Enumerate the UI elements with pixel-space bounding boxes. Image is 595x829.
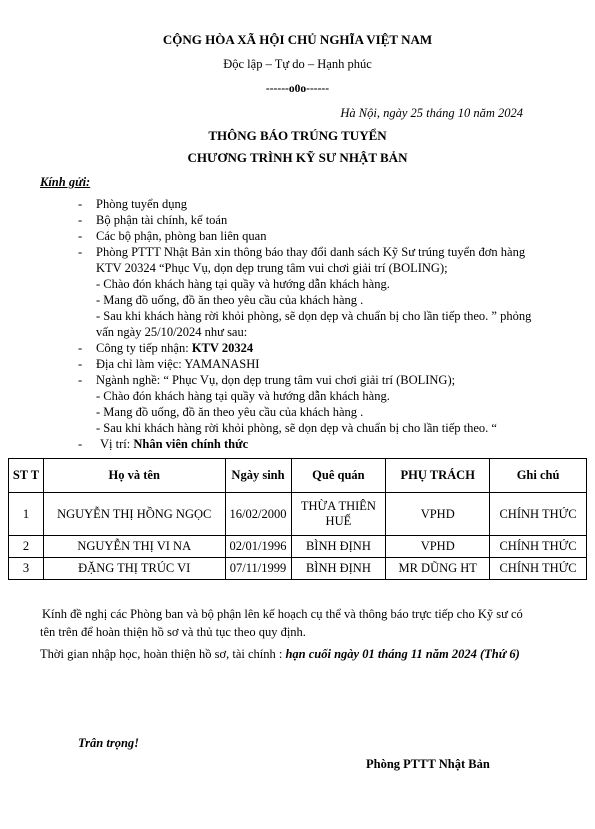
separator: ------o0o------ — [265, 83, 330, 95]
industry-duty-3: - Sau khi khách hàng rời khỏi phòng, sẽ dọn dẹp và chuẩn bị cho lần tiếp theo. “ — [96, 421, 497, 435]
motto: Độc lập – Tự do – Hạnh phúc — [223, 57, 372, 71]
bullet-dash: - — [78, 197, 83, 211]
cell-note: CHÍNH THỨC — [490, 536, 587, 558]
cell-stt: 1 — [9, 493, 44, 536]
cell-note: CHÍNH THỨC — [490, 493, 587, 536]
position-line — [100, 437, 248, 452]
title-line-2: CHƯƠNG TRÌNH KỸ SƯ NHẬT BẢN — [187, 150, 408, 165]
header-in-charge: PHỤ TRÁCH — [386, 459, 490, 493]
bullet-dash: - — [78, 357, 83, 371]
notice-duty-1: - Chào đón khách hàng tại quầy và hướng dẫn khách hàng. — [96, 277, 390, 291]
cell-note: CHÍNH THỨC — [490, 558, 587, 580]
bullet-dash: - — [78, 213, 83, 227]
header-name: Họ và tên — [43, 459, 225, 493]
country-heading: CỘNG HÒA XÃ HỘI CHỦ NGHĨA VIỆT NAM — [162, 32, 433, 47]
notice-line-1: Phòng PTTT Nhật Bản xin thông báo thay đổi danh sách Kỹ Sư trúng tuyển đơn hàng — [96, 245, 526, 259]
cell-dob: 07/11/1999 — [225, 558, 291, 580]
recipient-item: Bộ phận tài chính, kế toán — [96, 213, 228, 227]
notice-line-2: KTV 20324 “Phục Vụ, dọn dẹp trung tâm vui chơi giải trí (BOLING); — [96, 261, 448, 275]
cell-in-charge: MR DŨNG HT — [386, 558, 490, 580]
company-label: Công ty tiếp nhận: — [96, 341, 192, 355]
cell-name: NGUYỄN THỊ VI NA — [43, 536, 225, 558]
table-row — [9, 493, 587, 536]
bullet-dash: - — [78, 437, 83, 451]
cell-stt: 3 — [9, 558, 44, 580]
header-note: Ghi chú — [490, 459, 587, 493]
position-value: Nhân viên chính thức — [133, 437, 249, 451]
cell-hometown: BÌNH ĐỊNH — [291, 536, 386, 558]
request-line-1: Kính đề nghị các Phòng ban và bộ phận lên kế hoạch cụ thể và thông báo trực tiếp cho Kỹ sư có — [42, 607, 523, 621]
table-row — [9, 558, 587, 580]
recipient-item: Phòng tuyển dụng — [96, 197, 187, 211]
date-line: Hà Nội, ngày 25 tháng 10 năm 2024 — [340, 106, 523, 120]
deadline-line — [40, 647, 520, 662]
deadline-value: hạn cuối ngày 01 tháng 11 năm 2024 (Thứ 6) — [285, 647, 520, 661]
bullet-dash: - — [78, 245, 83, 259]
table-header-row — [9, 459, 587, 493]
header-stt: ST T — [9, 459, 44, 493]
bullet-dash: - — [78, 341, 83, 355]
recipients-label: Kính gửi: — [40, 175, 91, 189]
industry-duty-2: - Mang đồ uống, đồ ăn theo yêu cầu của khách hàng . — [96, 405, 364, 419]
notice-duty-2: - Mang đồ uống, đồ ăn theo yêu cầu của khách hàng . — [96, 293, 364, 307]
deadline-label: Thời gian nhập học, hoàn thiện hồ sơ, tài chính : — [40, 647, 286, 661]
cell-dob: 16/02/2000 — [225, 493, 291, 536]
bullet-dash: - — [78, 373, 83, 387]
header-hometown: Quê quán — [291, 459, 386, 493]
regards: Trân trọng! — [78, 736, 140, 750]
company-value: KTV 20324 — [191, 341, 254, 355]
position-label: Vị trí: — [100, 437, 134, 451]
cell-hometown: THỪA THIÊN HUẾ — [291, 493, 386, 536]
cell-hometown: BÌNH ĐỊNH — [291, 558, 386, 580]
bullet-dash: - — [78, 229, 83, 243]
industry-line: Ngành nghề: “ Phục Vụ, dọn dẹp trung tâm vui chơi giải trí (BOLING); — [96, 373, 456, 387]
cell-name: ĐẶNG THỊ TRÚC VI — [43, 558, 225, 580]
table-row — [9, 536, 587, 558]
cell-in-charge: VPHD — [386, 536, 490, 558]
cell-dob: 02/01/1996 — [225, 536, 291, 558]
notice-duty-3a: - Sau khi khách hàng rời khỏi phòng, sẽ dọn dẹp và chuẩn bị cho lần tiếp theo. ” phỏng — [96, 309, 532, 323]
candidate-table — [8, 458, 587, 580]
notice-duty-3b: vấn ngày 25/10/2024 như sau: — [96, 325, 248, 339]
cell-in-charge: VPHD — [386, 493, 490, 536]
cell-stt: 2 — [9, 536, 44, 558]
title-line-1: THÔNG BÁO TRÚNG TUYỂN — [208, 128, 387, 143]
header-dob: Ngày sinh — [225, 459, 291, 493]
industry-duty-1: - Chào đón khách hàng tại quầy và hướng dẫn khách hàng. — [96, 389, 390, 403]
request-line-2: tên trên để hoàn thiện hồ sơ và thủ tục theo quy định. — [40, 625, 306, 639]
cell-name: NGUYỄN THỊ HỒNG NGỌC — [43, 493, 225, 536]
address-line: Địa chỉ làm việc: YAMANASHI — [96, 357, 260, 371]
company-line — [96, 341, 253, 356]
recipient-item: Các bộ phận, phòng ban liên quan — [96, 229, 267, 243]
signature: Phòng PTTT Nhật Bản — [366, 757, 490, 771]
